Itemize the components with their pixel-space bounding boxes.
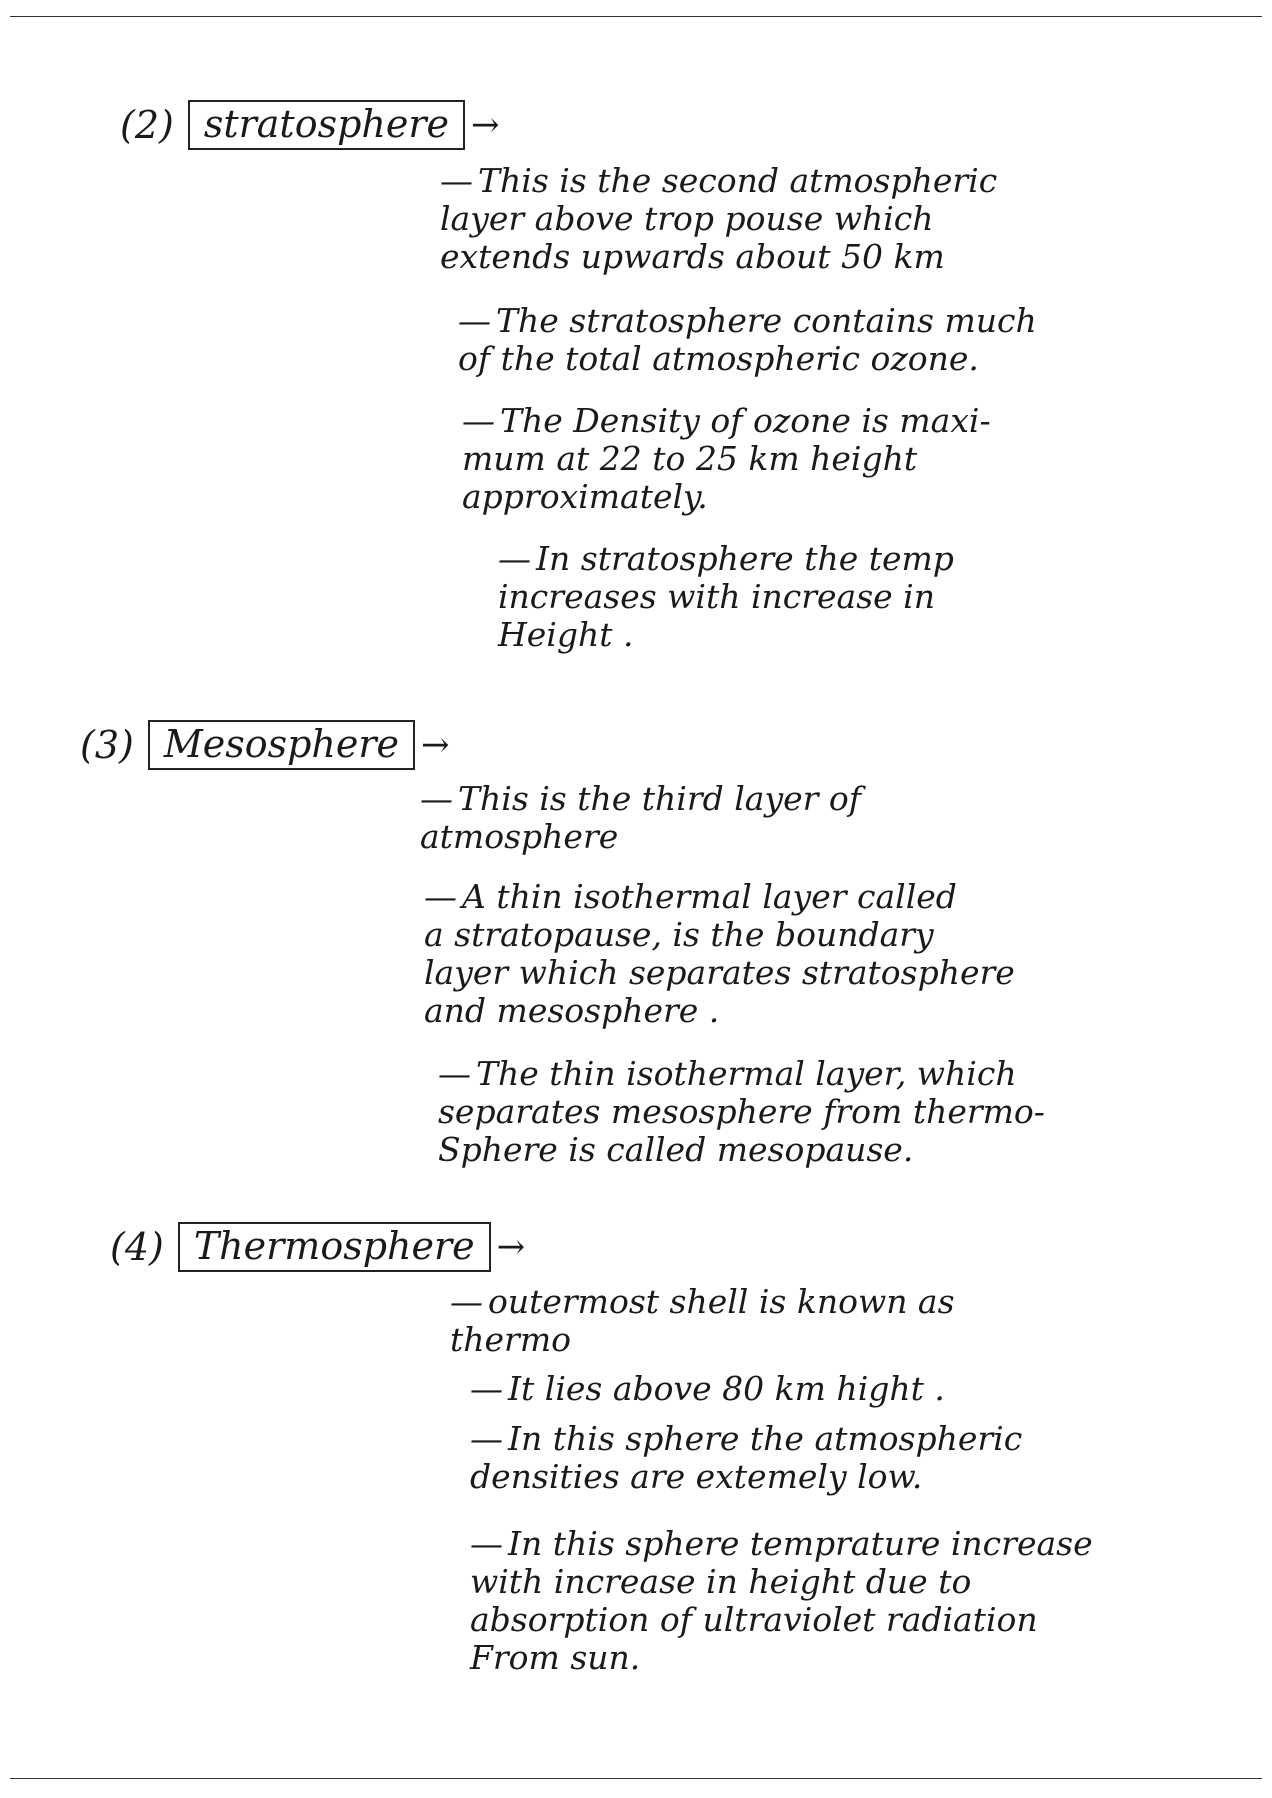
section-number: (2) bbox=[120, 103, 174, 147]
arrow-icon: → bbox=[496, 1227, 526, 1267]
dash-icon: — bbox=[450, 1282, 483, 1321]
bullet-point bbox=[470, 1370, 945, 1408]
dash-icon: — bbox=[470, 1419, 503, 1458]
section-number: (4) bbox=[110, 1225, 164, 1269]
bullet-point bbox=[462, 402, 991, 516]
heading-mesosphere bbox=[80, 720, 450, 770]
point-text: The stratosphere contains much of the total atmospheric ozone. bbox=[458, 301, 1037, 378]
bullet-point bbox=[438, 1055, 1045, 1169]
bullet-point bbox=[420, 780, 861, 856]
point-text: It lies above 80 km hight . bbox=[508, 1369, 945, 1408]
point-text: In this sphere the atmospheric densities are extemely low. bbox=[470, 1419, 1023, 1496]
arrow-icon: → bbox=[421, 725, 450, 765]
bullet-point bbox=[424, 878, 1015, 1030]
bottom-border-line bbox=[10, 1778, 1262, 1779]
section-title: Mesosphere bbox=[148, 720, 415, 770]
point-text: outermost shell is known as thermo bbox=[450, 1282, 955, 1359]
section-number: (3) bbox=[80, 723, 134, 767]
bullet-point bbox=[458, 302, 1037, 378]
bullet-point bbox=[470, 1525, 1093, 1677]
top-border-line bbox=[10, 16, 1262, 17]
bullet-point bbox=[498, 540, 954, 654]
dash-icon: — bbox=[498, 539, 531, 578]
bullet-point bbox=[470, 1420, 1022, 1496]
dash-icon: — bbox=[438, 1054, 471, 1093]
bullet-point bbox=[440, 162, 997, 276]
point-text: In stratosphere the temp increases with increase in Height . bbox=[498, 539, 954, 654]
point-text: This is the second atmospheric layer above trop pouse which extends upwards about 50 km bbox=[440, 161, 998, 276]
point-text: A thin isothermal layer called a stratopause, is the boundary layer which separates stratosphere and mesosphere . bbox=[424, 877, 1015, 1030]
arrow-icon: → bbox=[471, 105, 500, 145]
section-title: Thermosphere bbox=[178, 1222, 491, 1272]
dash-icon: — bbox=[470, 1524, 503, 1563]
point-text: This is the third layer of atmosphere bbox=[420, 779, 861, 856]
point-text: The Density of ozone is maxi- mum at 22 to 25 km height approximately. bbox=[462, 401, 991, 516]
bullet-point bbox=[450, 1283, 955, 1359]
dash-icon: — bbox=[462, 401, 495, 440]
heading-stratosphere bbox=[120, 100, 500, 150]
point-text: The thin isothermal layer, which separates mesosphere from thermo- Sphere is called mesopause. bbox=[438, 1054, 1045, 1169]
dash-icon: — bbox=[458, 301, 491, 340]
dash-icon: — bbox=[440, 161, 473, 200]
point-text: In this sphere temprature increase with increase in height due to absorption of ultraviolet radiation From sun. bbox=[470, 1524, 1093, 1677]
dash-icon: — bbox=[424, 877, 457, 916]
heading-thermosphere bbox=[110, 1222, 525, 1272]
dash-icon: — bbox=[470, 1369, 503, 1408]
dash-icon: — bbox=[420, 779, 453, 818]
section-title: stratosphere bbox=[188, 100, 465, 150]
